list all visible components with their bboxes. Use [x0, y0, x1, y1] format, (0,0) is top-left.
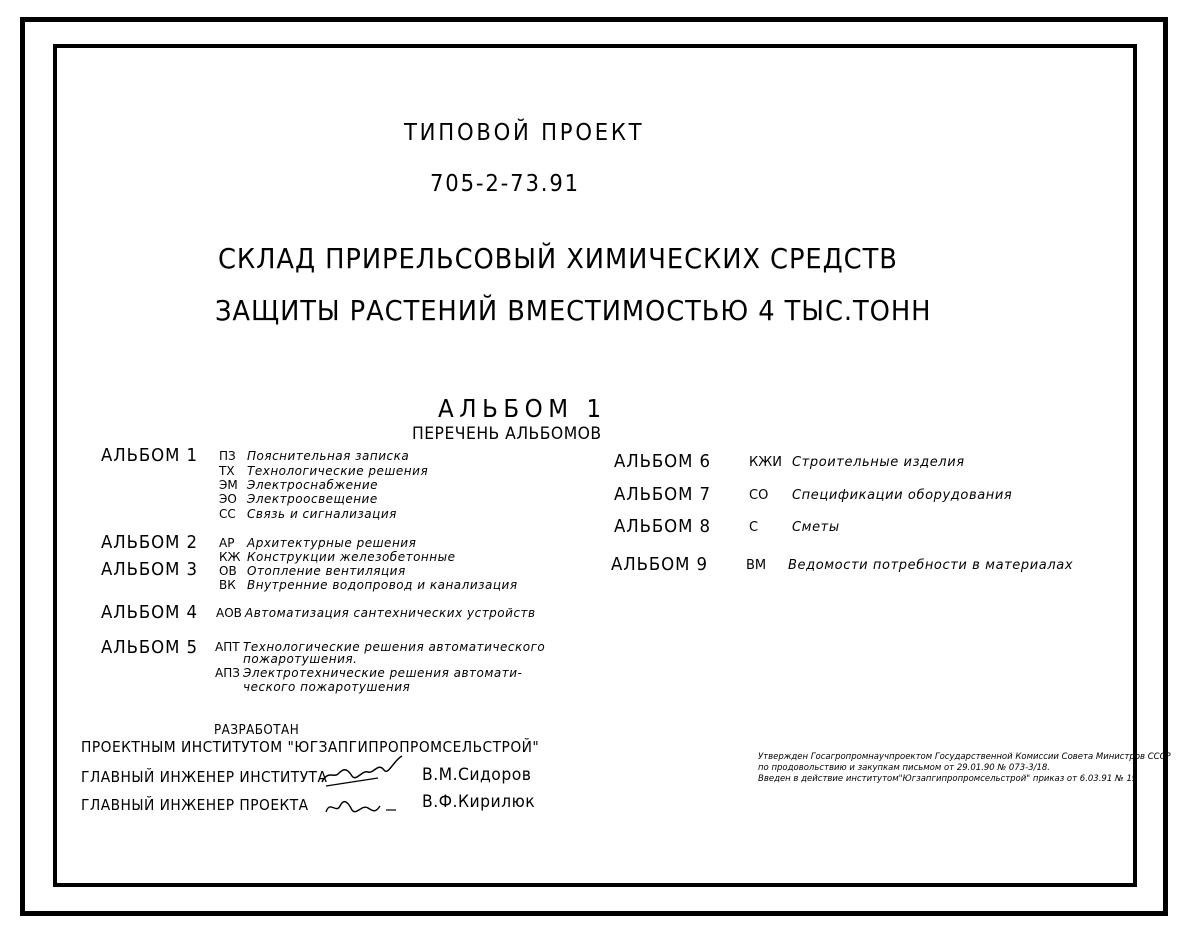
album-1-code-4: ЭО [219, 492, 237, 506]
album-7-code: СО [749, 488, 769, 503]
album-2-desc-1: Архитектурные решения [247, 536, 417, 550]
chief-institute-name: В.М.Сидоров [422, 765, 532, 785]
album-4-code-1: АОВ [216, 606, 242, 620]
album-4-name: АЛЬБОМ 4 [101, 602, 198, 623]
title-line-2: ЗАЩИТЫ РАСТЕНИЙ ВМЕСТИМОСТЬЮ 4 ТЫС.ТОНН [215, 294, 932, 327]
chief-project-label: ГЛАВНЫЙ ИНЖЕНЕР ПРОЕКТА [81, 796, 309, 814]
album-7-name: АЛЬБОМ 7 [614, 484, 711, 505]
album-5-desc-1: Технологические решения автоматического [243, 640, 546, 654]
album-5-code-1: АПТ [215, 640, 240, 654]
album-2-code-1: АР [219, 536, 235, 550]
album-8-desc: Сметы [792, 520, 840, 535]
album-3-desc-2: Внутренние водопровод и канализация [247, 578, 518, 592]
album-8-name: АЛЬБОМ 8 [614, 516, 711, 537]
album-5-code-2: АПЗ [215, 666, 240, 680]
album-6-code: КЖИ [749, 455, 782, 470]
album-5-name: АЛЬБОМ 5 [101, 637, 198, 658]
album-4-desc-1: Автоматизация сантехнических устройств [245, 606, 536, 620]
title-line-1: СКЛАД ПРИРЕЛЬСОВЫЙ ХИМИЧЕСКИХ СРЕДСТВ [218, 242, 898, 275]
album-1-code-5: СС [219, 507, 236, 521]
album-3-desc-1: Отопление вентиляция [247, 564, 406, 578]
chief-project-name: В.Ф.Кирилюк [422, 792, 536, 812]
album-5-desc-2b: ческого пожаротушения [243, 680, 411, 694]
album-9-desc: Ведомости потребности в материалах [788, 558, 1074, 573]
developed-label: РАЗРАБОТАН [214, 723, 300, 738]
album-9-code: ВМ [746, 558, 767, 573]
album-1-desc-2: Технологические решения [247, 464, 429, 478]
album-subtitle: ПЕРЕЧЕНЬ АЛЬБОМОВ [412, 424, 602, 444]
album-1-desc-3: Электроснабжение [247, 478, 379, 492]
album-6-desc: Строительные изделия [792, 455, 965, 470]
album-5-desc-2: Электротехнические решения автомати- [243, 666, 523, 680]
album-9-name: АЛЬБОМ 9 [611, 554, 708, 575]
album-1-desc-1: Пояснительная записка [247, 449, 410, 463]
album-6-name: АЛЬБОМ 6 [614, 451, 711, 472]
approval-line-2: по продовольствию и закупкам письмом от 29.01.90 № 073-3/18. [758, 763, 1051, 773]
album-2-code-2: КЖ [219, 550, 241, 564]
album-1-name: АЛЬБОМ 1 [101, 445, 198, 466]
album-1-code-1: ПЗ [219, 449, 236, 463]
album-title: АЛЬБОМ 1 [438, 394, 607, 423]
album-7-desc: Спецификации оборудования [792, 488, 1013, 503]
album-5-desc-1b: пожаротушения. [243, 652, 358, 666]
album-1-code-2: ТХ [219, 464, 235, 478]
album-3-code-1: ОВ [219, 564, 237, 578]
album-3-name: АЛЬБОМ 3 [101, 559, 198, 580]
album-2-name: АЛЬБОМ 2 [101, 532, 198, 553]
signature-chief-institute [318, 752, 408, 792]
signature-chief-project [322, 792, 402, 822]
project-type-label: ТИПОВОЙ ПРОЕКТ [404, 120, 645, 146]
approval-line-1: Утвержден Госагропромнаучпроектом Государственной Комиссии Совета Министров СССР [758, 752, 1171, 762]
album-1-code-3: ЭМ [219, 478, 238, 492]
project-number: 705-2-73.91 [430, 171, 580, 197]
album-2-desc-2: Конструкции железобетонные [247, 550, 456, 564]
album-1-desc-4: Электроосвещение [247, 492, 378, 506]
chief-institute-label: ГЛАВНЫЙ ИНЖЕНЕР ИНСТИТУТА [81, 768, 328, 786]
institute-line: ПРОЕКТНЫМ ИНСТИТУТОМ "ЮГЗАПГИПРОПРОМСЕЛЬСТРОЙ" [81, 738, 540, 756]
approval-line-3: Введен в действие институтом"Югзапгипропромсельстрой" приказ от 6.03.91 № 19 [758, 774, 1138, 784]
album-1-desc-5: Связь и сигнализация [247, 507, 397, 521]
album-8-code: С [749, 520, 759, 535]
album-3-code-2: ВК [219, 578, 236, 592]
